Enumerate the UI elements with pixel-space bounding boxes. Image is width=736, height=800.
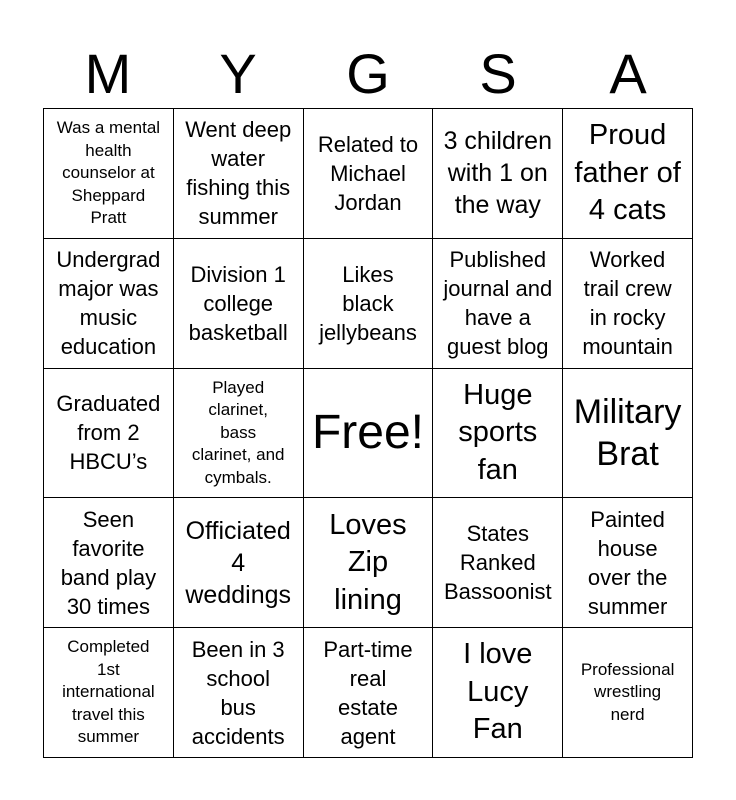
bingo-grid	[43, 108, 693, 758]
bingo-cell[interactable]: 3 children with 1 on the way	[433, 109, 563, 239]
bingo-cell[interactable]: Played clarinet, bass clarinet, and cymbals.	[174, 369, 304, 499]
bingo-cell[interactable]: Worked trail crew in rocky mountain	[563, 239, 693, 369]
bingo-cell[interactable]: Officiated 4 weddings	[174, 498, 304, 628]
bingo-cell[interactable]: Went deep water fishing this summer	[174, 109, 304, 239]
bingo-cell[interactable]: Huge sports fan	[433, 369, 563, 499]
bingo-cell[interactable]: Graduated from 2 HBCU’s	[44, 369, 174, 499]
header-letter-g: G	[346, 42, 390, 105]
bingo-cell[interactable]: Likes black jellybeans	[304, 239, 434, 369]
bingo-cell[interactable]: Undergrad major was music education	[44, 239, 174, 369]
bingo-cell[interactable]: Military Brat	[563, 369, 693, 499]
bingo-cell[interactable]: Part-time real estate agent	[304, 628, 434, 758]
bingo-cell[interactable]: Published journal and have a guest blog	[433, 239, 563, 369]
header-letter-y: Y	[219, 42, 257, 105]
bingo-cell[interactable]: Professional wrestling nerd	[563, 628, 693, 758]
bingo-cell[interactable]: Painted house over the summer	[563, 498, 693, 628]
bingo-cell[interactable]: Seen favorite band play 30 times	[44, 498, 174, 628]
header-letter-m: M	[84, 42, 132, 105]
bingo-header	[43, 40, 693, 108]
bingo-cell[interactable]: Proud father of 4 cats	[563, 109, 693, 239]
bingo-cell[interactable]: Been in 3 school bus accidents	[174, 628, 304, 758]
bingo-cell[interactable]: Related to Michael Jordan	[304, 109, 434, 239]
bingo-cell[interactable]: Completed 1st international travel this summer	[44, 628, 174, 758]
bingo-cell[interactable]: I love Lucy Fan	[433, 628, 563, 758]
bingo-cell[interactable]: Was a mental health counselor at Sheppard Pratt	[44, 109, 174, 239]
bingo-cell[interactable]: Loves Zip lining	[304, 498, 434, 628]
header-letter-s: S	[479, 42, 517, 105]
free-space-cell[interactable]: Free!	[304, 369, 434, 499]
bingo-cell[interactable]: Division 1 college basketball	[174, 239, 304, 369]
header-letter-a: A	[609, 42, 647, 105]
bingo-cell[interactable]: States Ranked Bassoonist	[433, 498, 563, 628]
